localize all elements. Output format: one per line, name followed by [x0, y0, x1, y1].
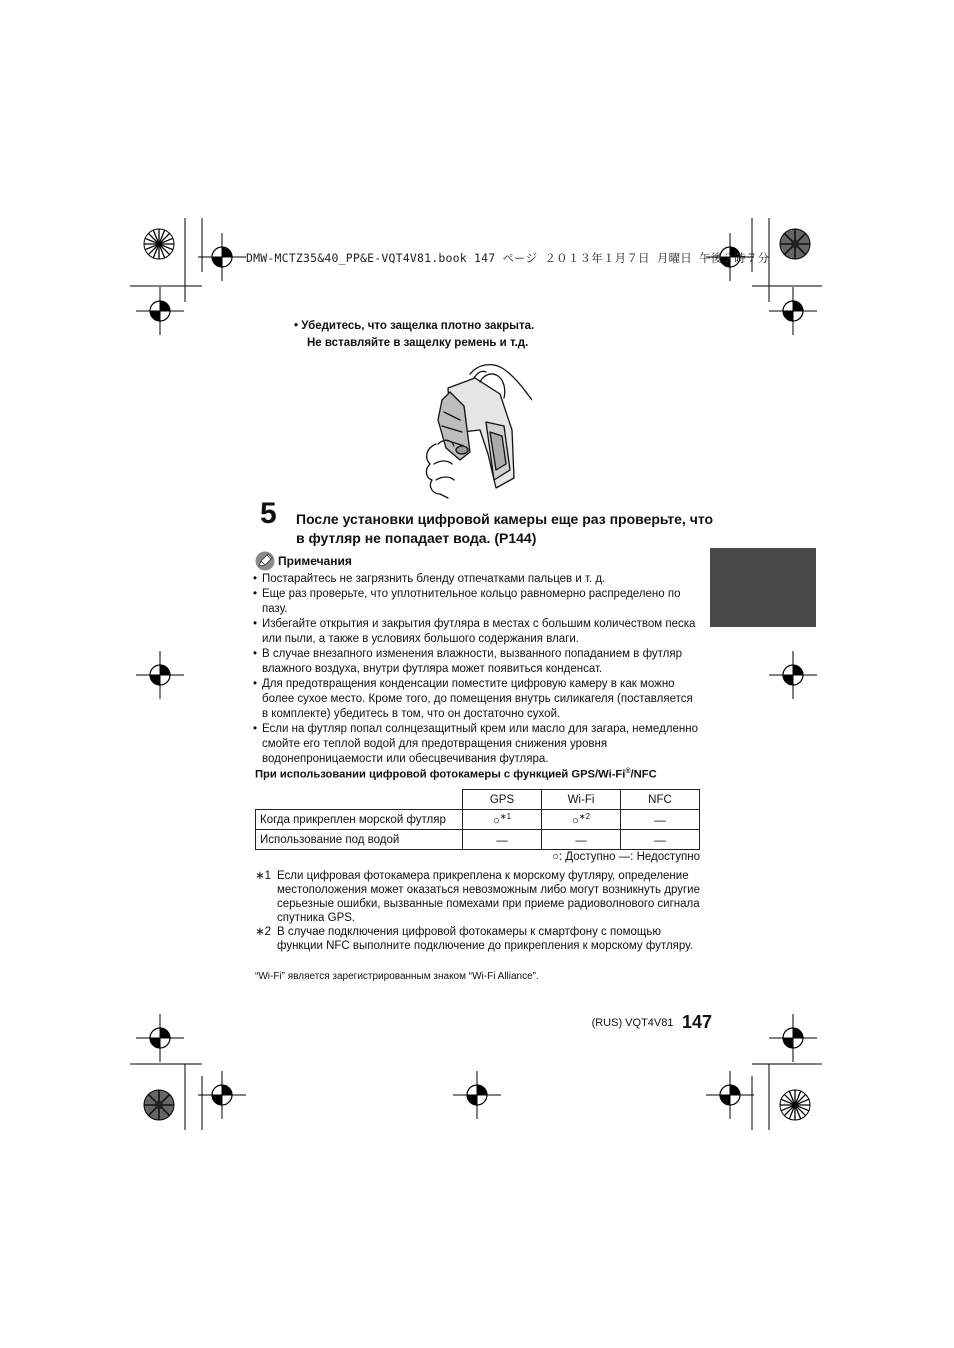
- table-cell: —: [621, 830, 700, 850]
- trademark-note: “Wi-Fi” является зарегистрированным знаком “Wi-Fi Alliance”.: [255, 971, 539, 982]
- page-number: 147: [681, 1012, 712, 1032]
- section-tab: [710, 548, 816, 627]
- list-item: • Избегайте открытия и закрытия футляра в местах с большим количеством песка или пыли, а также в условиях большого содержания влаги.: [253, 617, 701, 647]
- table-row: [256, 810, 700, 830]
- case-latch-illustration: [420, 360, 532, 500]
- table-cell: —: [621, 810, 700, 830]
- footnote-text: Если цифровая фотокамера прикреплена к морскому футляру, определение местоположения может оказаться невозможным либо могут возникнуть другие серьезные ошибки, вызванные помехами при приеме радиоволнового сигнала спутника GPS.: [277, 870, 700, 924]
- footnote: [255, 925, 705, 953]
- footnote-mark: ∗1: [255, 870, 272, 882]
- page-footer: [540, 1012, 712, 1033]
- list-item: • Постарайтесь не загрязнить бленду отпечатками пальцев и т. д.: [253, 572, 701, 587]
- notes-title: Примечания: [278, 554, 352, 568]
- table-header-row: [256, 790, 700, 810]
- footnote-mark: ∗2: [255, 926, 272, 938]
- notes-list: [253, 572, 701, 767]
- list-item: • Еще раз проверьте, что уплотнительное кольцо равномерно распределено по пазу.: [253, 587, 701, 617]
- table-cell: ○$^{∗1}$: [463, 810, 542, 830]
- column-header: GPS: [463, 790, 542, 810]
- doc-code: (RUS) VQT4V81: [591, 1017, 674, 1029]
- notes-header: [255, 550, 352, 572]
- latch-note: [294, 318, 694, 352]
- step-text: После установки цифровой камеры еще раз проверьте, что в футляр не попадает вода. (P144): [296, 511, 714, 546]
- table-cell: —: [463, 830, 542, 850]
- latch-note-line1: • Убедитесь, что защелка плотно закрыта.: [294, 320, 535, 332]
- table-legend: ○: Доступно —: Недоступно: [551, 851, 700, 863]
- row-label: Использование под водой: [256, 830, 463, 850]
- column-header: NFC: [621, 790, 700, 810]
- print-header: DMW-MCTZ35&40_PP&E-VQT4V81.book 147 ページ ２０１３年１月７日 月曜日 午後２時７分: [246, 251, 770, 265]
- list-item: • Для предотвращения конденсации поместите цифровую камеру в как можно более сухое место. Кроме того, до помещения внутрь силикагеля (поставляется в комплекте) убедитесь в том, что он достаточно сухой.: [253, 677, 701, 722]
- table-cell: —: [542, 830, 621, 850]
- table-row: [256, 830, 700, 850]
- table-cell: ○$^{∗2}$: [542, 810, 621, 830]
- list-item: • В случае внезапного изменения влажности, вызванного попаданием в футляр влажного воздуха, внутри футляра может появиться конденсат.: [253, 647, 701, 677]
- footnote-text: В случае подключения цифровой фотокамеры к смартфону с помощью функции NFC выполните подключение до прикрепления к морскому футляру.: [277, 926, 693, 952]
- pencil-note-icon: [255, 551, 275, 571]
- feature-availability-table: [255, 789, 700, 850]
- footnote: [255, 869, 705, 925]
- step-number: 5: [260, 497, 277, 530]
- latch-note-line2: Не вставляйте в защелку ремень и т.д.: [307, 337, 529, 349]
- column-header: Wi-Fi: [542, 790, 621, 810]
- table-corner: [256, 790, 463, 810]
- row-label: Когда прикреплен морской футляр: [256, 810, 463, 830]
- list-item: • Если на футляр попал солнцезащитный крем или масло для загара, немедленно смойте его теплой водой для предотвращения снижения уровня водонепроницаемости или обесцвечивания футляра.: [253, 722, 701, 767]
- gps-section-heading: При использовании цифровой фотокамеры с функцией GPS/Wi-Fi®/NFC: [255, 768, 657, 781]
- footnotes: [255, 869, 705, 953]
